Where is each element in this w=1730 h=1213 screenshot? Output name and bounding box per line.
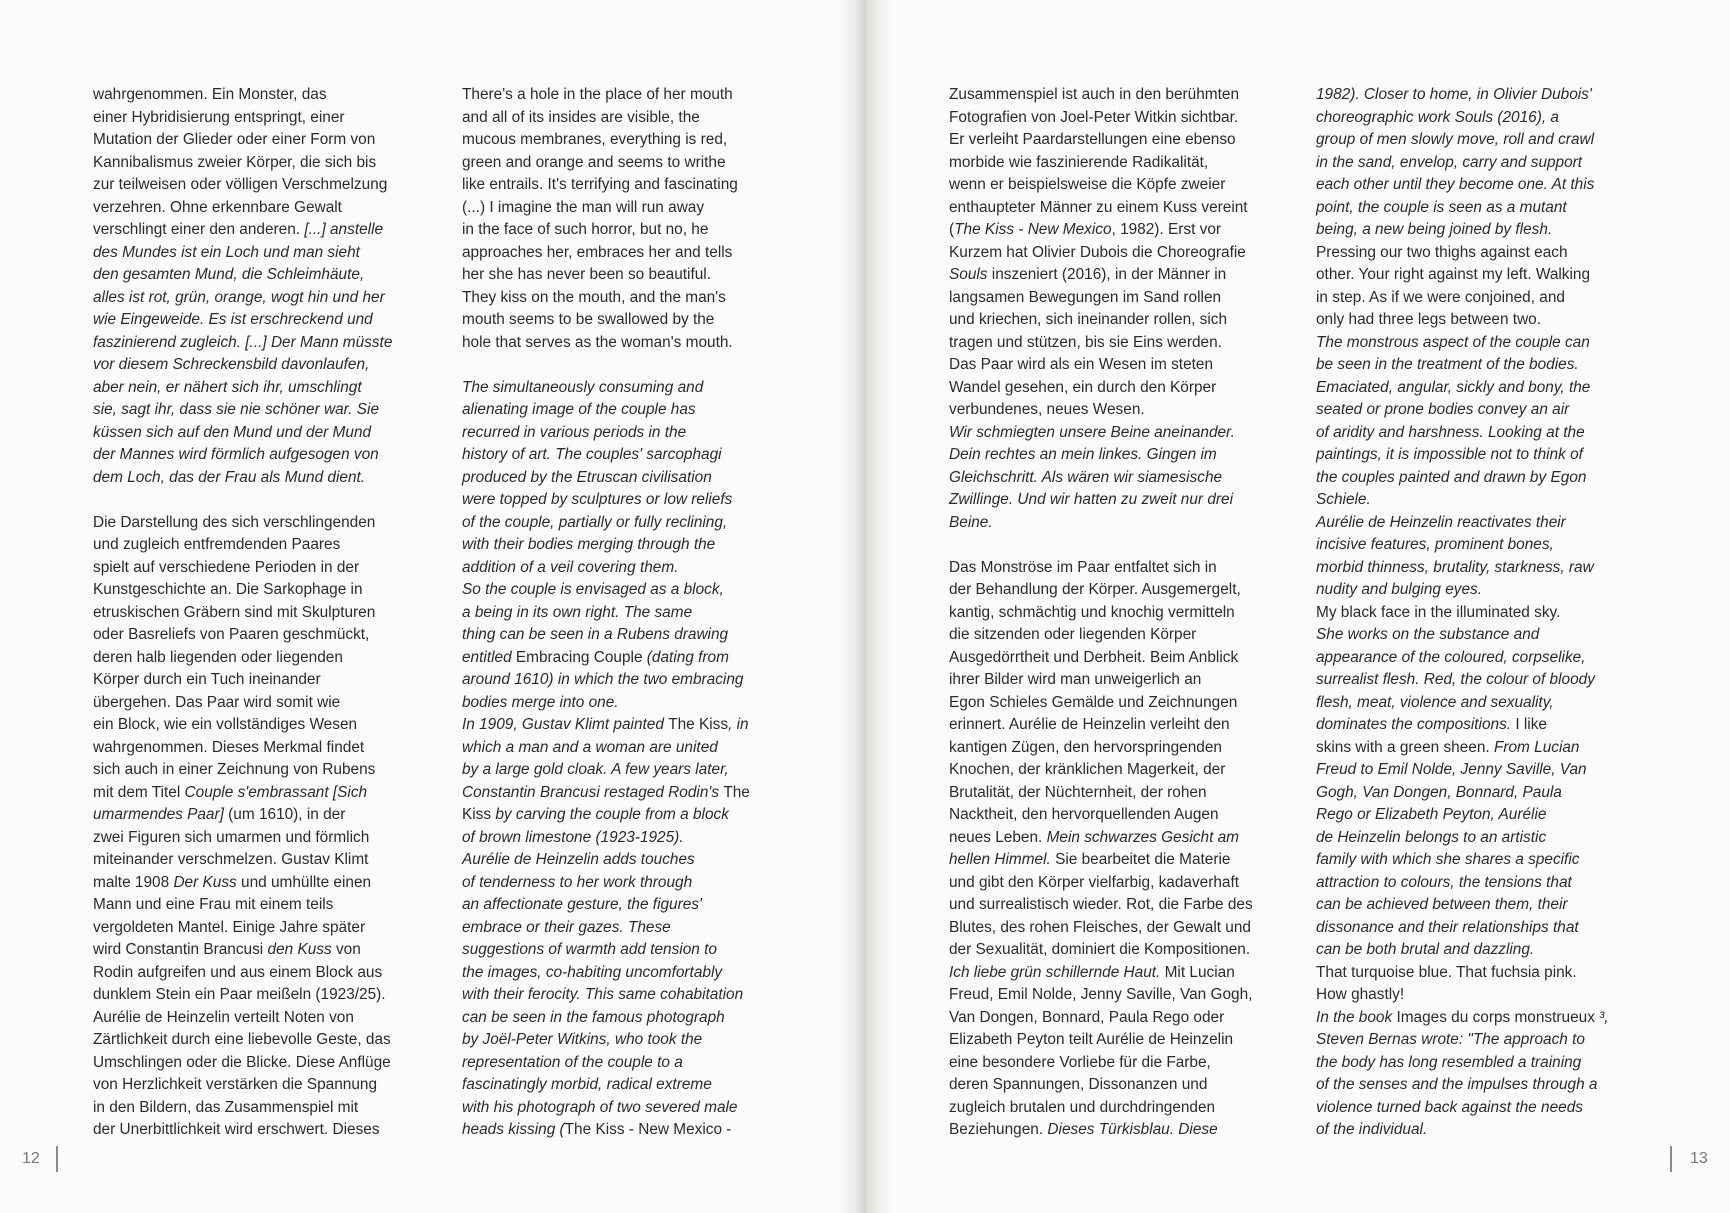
text-run-italic: Mein schwarzes Gesicht am hellen Himmel. (949, 828, 1240, 868)
text-run-italic: [...] anstelle des Mundes ist ein Loch und man sieht den gesamten Mund, die Schleimhäute, alles ist rot, grün, orange, wogt hin und her wie Eingeweide. Es ist erschreckend und faszinierend zugleich. [...] Der Mann müsste vor diesem Schreckensbild davonlaufen, aber nein, er nähert sich ihr, umschlingt sie, sagt ihr, dass sie nie schöner war. Sie küssen sich auf den Mund und der Mund der Mannes wird förmlich aufgesogen von dem Loch, das der Frau als Mund dient. (93, 221, 393, 486)
text-run: I like skins with a green sheen. (1316, 716, 1547, 756)
text-run-italic: (dating from around 1610) in which the two embracing bodies merge into one. In 1909, Gustav Klimt painted (462, 648, 744, 733)
text-run: Images du corps monstrueux (1396, 1008, 1595, 1026)
book-gutter (838, 0, 892, 1213)
text-run: Zusammenspiel ist auch in den berühmten Fotografien von Joel-Peter Witkin sichtbar. Er verleiht Paardarstellungen eine ebenso morbide wie faszinierende Radikalität, wenn er beispielsweise die Köpfe zweier enthaupteter Männer zu einem Kuss vereint ( (949, 86, 1248, 238)
page-number-rule-left (56, 1146, 58, 1172)
paragraph (93, 512, 413, 1142)
text-run: There's a hole in the place of her mouth and all of its insides are visible, the mucous membranes, everything is red, green and orange and seems to writhe like entrails. It's terrifying and fascinating (...) I imagine the man will run away in the face of such horror, but no, he approaches her, embraces her and tells her she has never been so beautiful. They kiss on the mouth, and the man's mouth seems to be swallowed by the hole that serves as the woman's mouth. (462, 86, 738, 351)
text-run: von Rodin aufgreifen und aus einem Block aus dunklem Stein ein Paar meißeln (1923/25). Aurélie de Heinzelin verteilt Noten von Zärtlichkeit durch eine liebevolle Geste, das Umschlingen oder die Blicke. Diese Anflüge von Herzlichkeit verstärken die Spannung in den Bildern, das Zusammenspiel mit der Unerbittlichkeit wird erschwert. Dieses (93, 941, 391, 1138)
text-run-italic: The monstrous aspect of the couple can be seen in the treatment of the bodies. Emaciated, angular, sickly and bony, the seated or prone bodies convey an air of aridity and harshness. Looking at the paintings, it is impossible not to think of the couples painted and drawn by Egon Schiele. Aurélie de Heinzelin reactivates their incisive features, prominent bones, morbid thinness, brutality, starkness, raw nudity and bulging eyes. (1316, 333, 1594, 598)
paragraph (462, 377, 792, 1142)
paragraph (949, 84, 1274, 534)
text-column-english-left (462, 84, 792, 1142)
text-run-italic: In the book (1316, 1008, 1397, 1026)
paragraph (93, 84, 413, 489)
paragraph (949, 557, 1274, 1142)
text-run: My black face in the illuminated sky. (1316, 603, 1561, 621)
text-run-italic: Dieses Türkisblau. Diese (1047, 1121, 1218, 1138)
text-run: Das Monströse im Paar entfaltet sich in der Behandlung der Körper. Ausgemergelt, kantig, schmächtig und knochig vermitteln die sitzenden oder liegenden Körper Ausgedörrtheit und Derbheit. Beim Anblick ihrer Bilder wird man unweigerlich an Egon Schieles Gemälde und Zeichnungen erinnert. Aurélie de Heinzelin verleiht den kantigen Zügen, den hervorspringenden Knochen, der kränklichen Magerkeit, der Brutalität, der Nüchternheit, der rohen Nacktheit, den hervorquellenden Augen neues Leben. (949, 558, 1241, 846)
text-run: The Kiss - New Mexico - (564, 1121, 732, 1138)
paragraph (1316, 84, 1646, 1142)
page-number-right: 13 (1690, 1150, 1708, 1167)
text-run: Embracing Couple (515, 648, 643, 666)
text-run-italic: The simultaneously consuming and alienating image of the couple has recurred in various periods in the history of art. The couples' sarcophagi produced by the Etruscan civilisation were topped by sculptures or low reliefs of the couple, partially or fully reclining, with their bodies merging through the addition of a veil covering them. So the couple is envisaged as a block, a being in its own right. The same thing can be seen in a Rubens drawing entitled (462, 378, 733, 666)
text-run-italic: Wir schmiegten unsere Beine aneinander. Dein rechtes an mein linkes. Gingen im Gleichschritt. Als wären wir siamesische Zwillinge. Und wir hatten zu zweit nur drei Beine. (949, 423, 1235, 531)
text-run-italic: Couple s'embrassant [Sich umarmendes Paar] (93, 783, 368, 823)
text-run-italic: Der Kuss (173, 873, 237, 891)
text-run-italic: den Kuss (267, 941, 332, 958)
text-run-italic: She works on the substance and appearance of the coloured, corpselike, surrealist flesh. Red, the colour of bloody flesh, meat, violence and sexuality, dominates the compositions. (1316, 626, 1595, 733)
text-run-italic: by carving the couple from a block of brown limestone (1923-1925). Aurélie de Heinzelin adds touches of tenderness to her work through an affectionate gesture, the figures' embrace or their gazes. These suggestions of warmth add tension to the images, co-habiting uncomfortably with their ferocity. This same cohabitation can be seen in the famous photograph by Joël-Peter Witkins, who took the representation of the couple to a fascinatingly morbid, radical extreme with his photograph of two severed male heads kissing ( (462, 806, 744, 1138)
text-run-italic: Ich liebe grün schillernde Haut. (949, 963, 1161, 981)
page-number-rule-right (1670, 1146, 1672, 1172)
text-run: (um 1610), in der zwei Figuren sich umarmen und förmlich miteinander verschmelzen. Gustav Klimt malte 1908 (93, 806, 370, 891)
text-run: , 1982). Erst vor Kurzem hat Olivier Dubois die Choreografie (949, 221, 1246, 261)
text-column-german-left (93, 84, 413, 1142)
text-run-italic: The Kiss - New Mexico (954, 221, 1112, 238)
text-run-italic: From Lucian Freud to Emil Nolde, Jenny Saville, Van Gogh, Van Dongen, Bonnard, Paula Rego or Elizabeth Peyton, Aurélie de Heinzelin belongs to an artistic family with which she shares a specific attraction to colours, the tensions that can be achieved between them, their dissonance and their relationships that can be both brutal and dazzling. (1316, 738, 1587, 958)
text-run: The Kiss (668, 716, 729, 733)
text-run: und umhüllte einen Mann und eine Frau mit einem teils vergoldeten Mantel. Einige Jahre später wird Constantin Brancusi (93, 873, 372, 958)
text-run: Mit Lucian Freud, Emil Nolde, Jenny Saville, Van Gogh, Van Dongen, Bonnard, Paula Rego oder Elizabeth Peyton teilt Aurélie de Heinzelin eine besondere Vorliebe für die Farbe, deren Spannungen, Dissonanzen und zugleich brutalen und durchdringenden Beziehungen. (949, 963, 1253, 1138)
text-run: inszeniert (2016), in der Männer in langsamen Bewegungen im Sand rollen und kriechen, sich ineinander rollen, sich tragen und stützen, bis sie Eins werden. Das Paar wird als ein Wesen im steten Wandel gesehen, ein durch den Körper verbundenes, neues Wesen. (949, 266, 1228, 418)
text-run-italic: , in which a man and a woman are united by a large gold cloak. A few years later, Constantin Brancusi restaged Rodin's (462, 716, 749, 801)
text-run: Die Darstellung des sich verschlingenden und zugleich entfremdenden Paares spielt auf verschiedene Perioden in der Kunstgeschichte an. Die Sarkophage in etruskischen Gräbern sind mit Skulpturen oder Basreliefs von Paaren geschmückt, deren halb liegenden oder liegenden Körper durch ein Tuch ineinander übergehen. Das Paar wird somit wie ein Block, wie ein vollständiges Wesen wahrgenommen. Dieses Merkmal findet sich auch in einer Zeichnung von Rubens mit dem Titel (93, 513, 376, 801)
page-number-left: 12 (22, 1150, 40, 1167)
text-run: The Kiss (462, 783, 750, 823)
text-run: Sie bearbeitet die Materie und gibt den Körper vielfarbig, kadaverhaft und surrealistisch wieder. Rot, die Farbe des Blutes, des rohen Fleisches, der Gewalt und der Sexualität, dominiert die Kompositionen. (949, 851, 1253, 958)
text-run-italic: 1982). Closer to home, in Olivier Dubois' choreographic work Souls (2016), a group of men slowly move, roll and crawl in the sand, envelop, carry and support each other until they become one. At this point, the couple is seen as a mutant being, a new being joined by flesh. (1316, 86, 1595, 238)
text-run-italic: Souls (949, 266, 988, 283)
text-run-italic: ³, Steven Bernas wrote: "The approach to the body has long resembled a training of the senses and the impulses through a violence turned back against the needs of the individual. (1316, 1008, 1609, 1138)
text-column-english-right (1316, 84, 1646, 1142)
text-column-german-right (949, 84, 1274, 1142)
text-run: That turquoise blue. That fuchsia pink. How ghastly! (1316, 963, 1577, 1003)
paragraph (462, 84, 792, 354)
text-run: wahrgenommen. Ein Monster, das einer Hybridisierung entspringt, einer Mutation der Glieder oder einer Form von Kannibalismus zweier Körper, die sich bis zur teilweisen oder völligen Verschmelzung verzehren. Ohne erkennbare Gewalt verschlingt einer den anderen. (93, 86, 388, 238)
text-run: Pressing our two thighs against each other. Your right against my left. Walking in step. As if we were conjoined, and only had three legs between two. (1316, 243, 1591, 328)
